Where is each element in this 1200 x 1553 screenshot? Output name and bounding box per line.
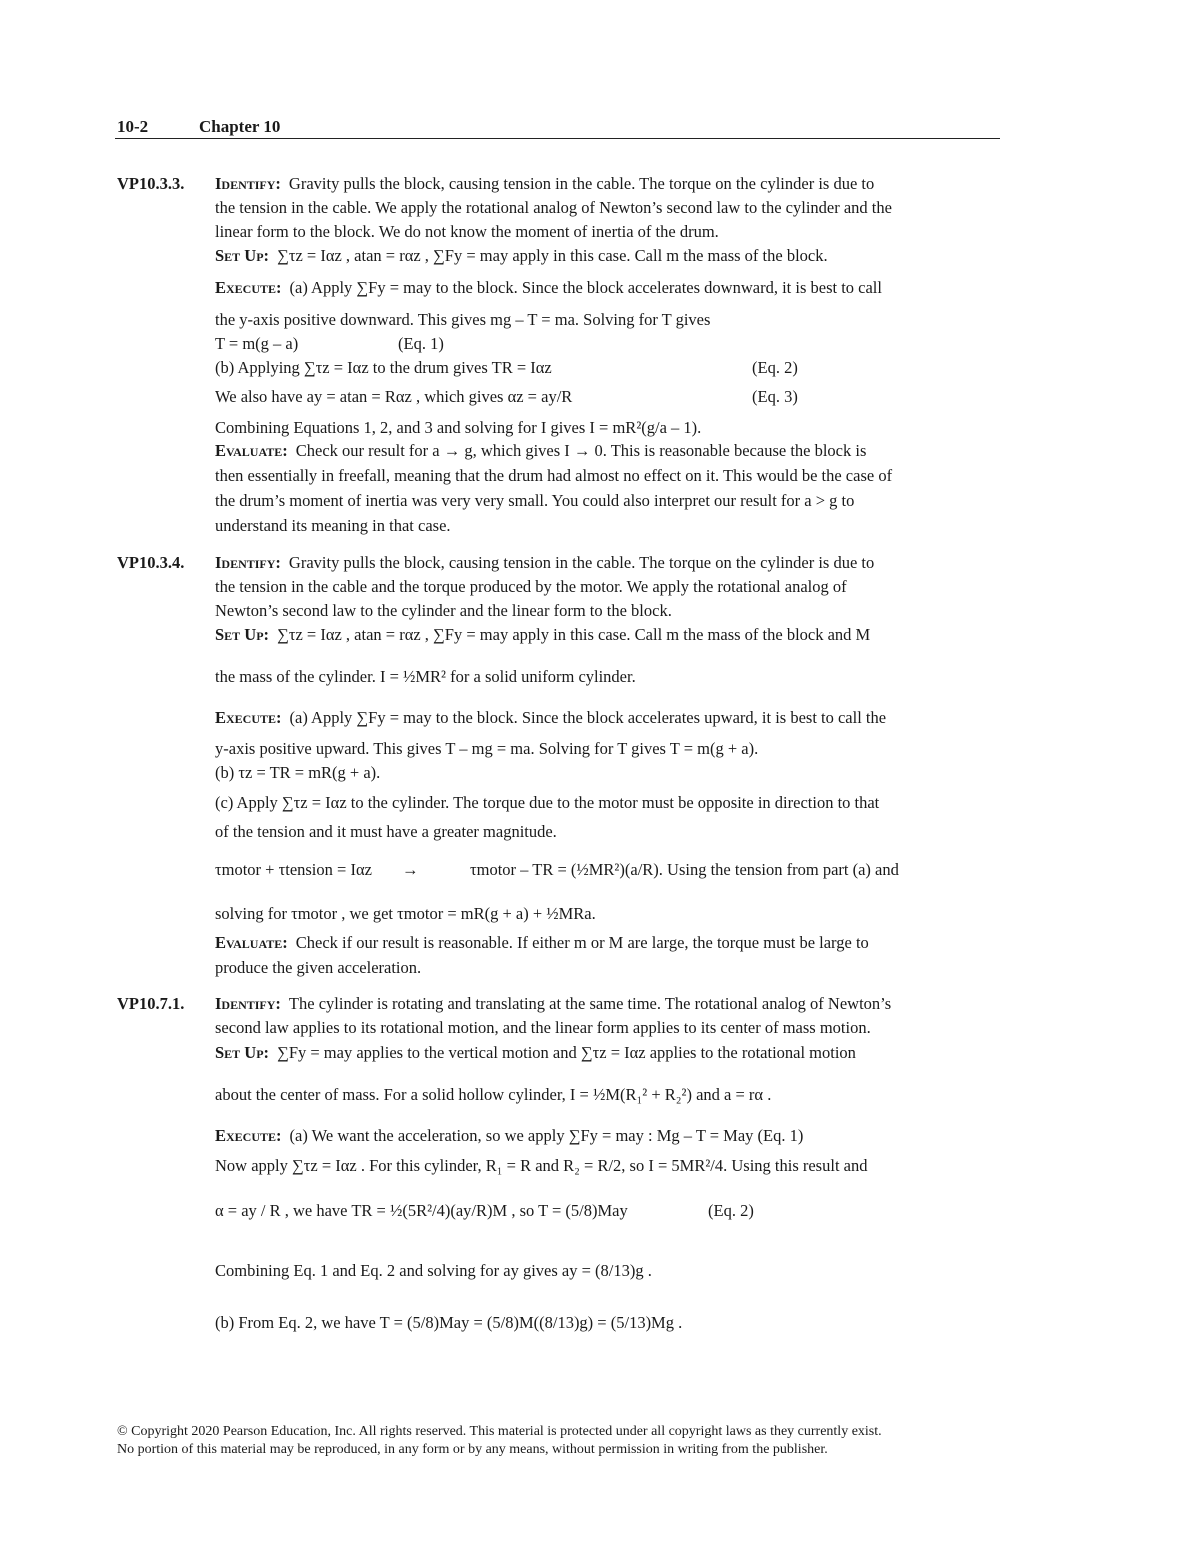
- text: ∑τz = Iαz , atan = rαz , ∑Fy = may apply in this case. Call m the mass of the block.: [277, 246, 828, 265]
- text-line: then essentially in freefall, meaning that the drum had almost no effect on it. This would be the case of: [215, 466, 893, 485]
- text-line: y-axis positive upward. This gives T – mg = ma. Solving for T gives T = m(g + a).: [215, 739, 759, 758]
- text: (a) Apply ∑Fy = may to the block. Since the block accelerates downward, it is best to call: [289, 278, 882, 297]
- text-line: [215, 708, 886, 728]
- copyright-line: No portion of this material may be reproduced, in any form or by any means, without permission in writing from the publisher.: [117, 1442, 828, 1457]
- header-rule: [115, 138, 1000, 139]
- text-line: [215, 246, 828, 266]
- equation: α = ay / R , we have TR = ½(5R²/4)(ay/R)M , so T = (5/8)May: [215, 1201, 628, 1220]
- identify-label: Identify:: [215, 994, 281, 1013]
- text: Check if our result is reasonable. If either m or M are large, the torque must be large to: [295, 933, 869, 952]
- copyright-line: © Copyright 2020 Pearson Education, Inc. All rights reserved. This material is protected under all copyright laws as they currently exist.: [117, 1424, 882, 1439]
- problem-id: VP10.3.4.: [117, 553, 185, 572]
- equation-number: (Eq. 1): [398, 334, 444, 353]
- text: Gravity pulls the block, causing tension in the cable. The torque on the cylinder is due to: [288, 553, 875, 572]
- text-line: the drum’s moment of inertia was very very small. You could also interpret our result for a > g to: [215, 491, 855, 510]
- text-line: [215, 174, 874, 194]
- text: Check our result for a → g, which gives I → 0. This is reasonable because the block is: [295, 441, 867, 460]
- identify-label: Identify:: [215, 553, 281, 572]
- text-line: about the center of mass. For a solid hollow cylinder, I = ½M(R₁² + R₂²) and a = rα .: [215, 1085, 772, 1104]
- text-line: Combining Eq. 1 and Eq. 2 and solving for ay gives ay = (8/13)g .: [215, 1261, 652, 1280]
- text-line: Combining Equations 1, 2, and 3 and solving for I gives I = mR²(g/a – 1).: [215, 418, 702, 437]
- text-line: the tension in the cable and the torque produced by the motor. We apply the rotational analog of: [215, 577, 847, 596]
- equation: τmotor + τtension = Iαz: [215, 860, 372, 879]
- setup-label: Set Up:: [215, 1043, 270, 1062]
- identify-label: Identify:: [215, 174, 281, 193]
- text-line: (b) τz = TR = mR(g + a).: [215, 763, 381, 782]
- text-line: solving for τmotor , we get τmotor = mR(g + a) + ½MRa.: [215, 904, 596, 923]
- text-line: the y-axis positive downward. This gives mg – T = ma. Solving for T gives: [215, 310, 711, 329]
- text: The cylinder is rotating and translating at the same time. The rotational analog of Newton’s: [288, 994, 892, 1013]
- evaluate-label: Evaluate:: [215, 933, 288, 952]
- equation-number: (Eq. 3): [752, 387, 798, 406]
- text-line: [215, 1043, 856, 1063]
- setup-label: Set Up:: [215, 246, 270, 265]
- text: Gravity pulls the block, causing tension in the cable. The torque on the cylinder is due to: [288, 174, 875, 193]
- text: (a) We want the acceleration, so we apply ∑Fy = may : Mg – T = May (Eq. 1): [289, 1126, 804, 1145]
- text-line: the mass of the cylinder. I = ½MR² for a solid uniform cylinder.: [215, 667, 636, 686]
- equation: τmotor – TR = (½MR²)(a/R). Using the tension from part (a) and: [470, 860, 899, 879]
- text-line: (b) From Eq. 2, we have T = (5/8)May = (5/8)M((8/13)g) = (5/13)Mg .: [215, 1313, 683, 1332]
- execute-label: Execute:: [215, 1126, 282, 1145]
- text-line: second law applies to its rotational motion, and the linear form applies to its center of mass motion.: [215, 1018, 871, 1037]
- text-line: linear form to the block. We do not know the moment of inertia of the drum.: [215, 222, 719, 241]
- text-line: produce the given acceleration.: [215, 958, 422, 977]
- text-line: Now apply ∑τz = Iαz . For this cylinder, R₁ = R and R₂ = R/2, so I = 5MR²/4. Using this result and: [215, 1156, 868, 1175]
- equation: We also have ay = atan = Rαz , which gives αz = ay/R: [215, 387, 573, 406]
- equation: (b) Applying ∑τz = Iαz to the drum gives TR = Iαz: [215, 358, 552, 377]
- problem-id: VP10.7.1.: [117, 994, 185, 1013]
- text: ∑τz = Iαz , atan = rαz , ∑Fy = may apply in this case. Call m the mass of the block and M: [277, 625, 871, 644]
- execute-label: Execute:: [215, 278, 282, 297]
- text-line: [215, 278, 882, 298]
- problem-id: VP10.3.3.: [117, 174, 185, 193]
- text-line: [215, 441, 866, 461]
- text-line: Newton’s second law to the cylinder and the linear form to the block.: [215, 601, 672, 620]
- text-line: [215, 933, 869, 953]
- text-line: (c) Apply ∑τz = Iαz to the cylinder. The torque due to the motor must be opposite in direction to that: [215, 793, 880, 812]
- text-line: [215, 1126, 803, 1146]
- text-line: the tension in the cable. We apply the rotational analog of Newton’s second law to the cylinder and the: [215, 198, 892, 217]
- page-number: 10-2: [117, 117, 149, 136]
- setup-label: Set Up:: [215, 625, 270, 644]
- text-line: [215, 625, 870, 645]
- evaluate-label: Evaluate:: [215, 441, 288, 460]
- chapter-title: Chapter 10: [199, 117, 281, 136]
- text-line: [215, 553, 874, 573]
- text: (a) Apply ∑Fy = may to the block. Since the block accelerates upward, it is best to call the: [289, 708, 887, 727]
- text-line: [215, 994, 891, 1014]
- text: ∑Fy = may applies to the vertical motion and ∑τz = Iαz applies to the rotational motion: [277, 1043, 856, 1062]
- equation-number: (Eq. 2): [708, 1201, 754, 1220]
- arrow: →: [402, 860, 419, 879]
- equation: T = m(g – a): [215, 334, 299, 353]
- text-line: of the tension and it must have a greater magnitude.: [215, 822, 557, 841]
- text-line: understand its meaning in that case.: [215, 516, 451, 535]
- execute-label: Execute:: [215, 708, 282, 727]
- equation-number: (Eq. 2): [752, 358, 798, 377]
